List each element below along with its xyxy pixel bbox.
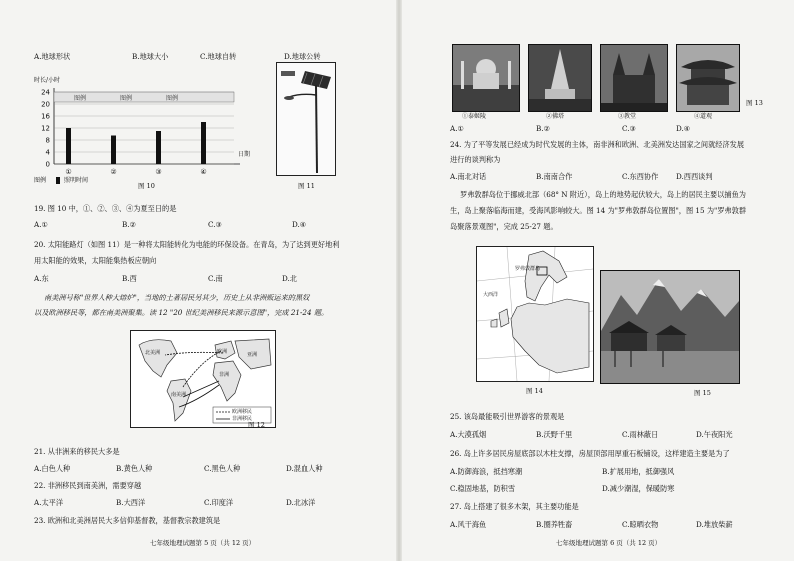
passage-25-27-line2: 生，岛上聚落临海而建，受海风影响较大。图 14 为"罗弗敦群岛位置图"，图 15 为"罗弗敦群	[450, 206, 747, 215]
q22-stem: 22. 非洲移民到南美洲，需要穿越	[34, 481, 142, 490]
q26-stem: 26. 岛上许多居民房屋底部以木柱支撑，房屋顶部用厚重石板铺设，这样建造主要是为了	[450, 449, 730, 458]
chart-y-tick-label: 24	[41, 88, 50, 97]
chart-xlabel: 日期	[238, 151, 251, 158]
map12-label-north-america: 北美洲	[145, 350, 161, 356]
map12-legend-africa: 非洲移民	[232, 416, 253, 422]
legend-swatch	[56, 177, 60, 184]
passage-25-27-line1: 罗弗敦群岛位于挪威北部（68° N 附近），岛上的地势起伏较大，岛上的居民主要以捕鱼为	[460, 190, 746, 199]
photo-label-taj-mahal: ①泰姬陵	[462, 113, 487, 120]
chart-bar	[156, 131, 161, 164]
q26-option-a: A.防御海浪，抵挡寒潮	[450, 467, 523, 476]
chart-bar	[66, 128, 71, 164]
footer-page-6: 七年级地理试题第 6 页（共 12 页）	[556, 539, 662, 547]
fig13-caption: 图 13	[746, 99, 763, 107]
q25-option-a: A.大漠孤烟	[450, 430, 487, 439]
q27-stem: 27. 岛上搭建了很多木架，其主要功能是	[450, 502, 579, 511]
q23-option-d: D.④	[676, 124, 691, 133]
fig14-caption: 图 14	[526, 387, 543, 395]
q22-option-a: A.太平洋	[34, 498, 64, 507]
q27-option-c: C.晾晒衣物	[622, 520, 659, 529]
q23-option-c: C.③	[622, 124, 636, 133]
q19-option-d: D.④	[292, 220, 307, 229]
q19-option-a: A.①	[34, 220, 48, 229]
q20-stem-line1: 20. 太阳能路灯（如图 11）是一种将太阳能转化为电能的环保设备。在青岛，为了达到更好地利	[34, 240, 340, 249]
q26-option-c: C.稳固地基，防积雪	[450, 484, 516, 493]
q21-option-a: A.白色人种	[34, 464, 71, 473]
q26-option-d: D.减少潮湿，保暖防寒	[602, 484, 675, 493]
chart-ylabel: 时长/小时	[34, 77, 61, 84]
q23-option-b: B.②	[536, 124, 551, 133]
chart-legend-prefix: 图例	[34, 177, 47, 184]
map12-label-asia: 亚洲	[247, 352, 258, 358]
map14-label-lofoten: 罗弗敦群岛	[515, 266, 541, 272]
q22-option-d: D.北冰洋	[286, 498, 316, 507]
figure-10-bar-chart	[26, 84, 266, 182]
q23-stem: 23. 欧洲和北美洲居民大多信仰基督教，基督教宗教建筑是	[34, 516, 221, 525]
chart-header-label: 图例	[74, 95, 87, 102]
q25-option-b: B.沃野千里	[536, 430, 573, 439]
q24-option-c: C.东西协作	[622, 172, 659, 181]
photo-taj-mahal	[452, 44, 520, 112]
chart-y-tick-label: 4	[45, 148, 50, 157]
q24-option-a: A.南北对话	[450, 172, 487, 181]
q19-option-c: C.③	[208, 220, 222, 229]
passage-21-24-line1: 南美洲号称"世界人种大熔炉"，当地的土著居民另其少，历史上从非洲贩运来的黑奴	[44, 293, 310, 302]
photo-church	[600, 44, 668, 112]
figure-12-migration-map	[130, 330, 276, 428]
exam-page-6	[400, 0, 794, 561]
q25-option-d: D.午夜阳光	[696, 430, 733, 439]
q20-option-b: B.西	[122, 274, 137, 283]
passage-25-27-line3: 岛聚落景观图"，完成 25-27 题。	[450, 222, 558, 231]
q27-option-a: A.风干海鱼	[450, 520, 487, 529]
photo-pagoda	[528, 44, 592, 112]
photo-taoist-temple	[676, 44, 740, 112]
fig12-caption: 图 12	[248, 421, 265, 429]
q21-option-c: C.黑色人种	[204, 464, 241, 473]
q24-stem-line1: 24. 为了平等发展已经成为时代发展的主体，南非洲和欧洲、北美洲发达国家之间就经济发展	[450, 140, 745, 149]
map12-label-africa: 非洲	[219, 372, 230, 378]
q21-option-d: D.混血人种	[286, 464, 323, 473]
chart-y-tick-label: 12	[41, 124, 50, 133]
q25-stem: 25. 该岛最能吸引世界游客的景观是	[450, 412, 565, 421]
q18-option-b: B.地球大小	[132, 52, 169, 61]
map12-legend-europe: 欧洲移民	[232, 409, 253, 415]
passage-21-24-line2: 以及欧洲移民等，都在南美洲聚集。读 12 "20 世纪美洲移民来源示意图"，完成 21-24 题。	[34, 308, 329, 317]
footer-page-5: 七年级地理试题第 5 页（共 12 页）	[150, 539, 256, 547]
chart-x-tick-label: ③	[155, 168, 162, 176]
q20-option-a: A.东	[34, 274, 49, 283]
q27-option-b: B.圈养牲畜	[536, 520, 573, 529]
fig10-caption: 图 10	[138, 182, 155, 190]
q22-option-b: B.大西洋	[116, 498, 146, 507]
chart-y-tick-label: 20	[41, 100, 50, 109]
chart-bar	[111, 136, 116, 165]
q22-option-c: C.印度洋	[204, 498, 234, 507]
chart-bar	[201, 122, 206, 164]
q24-stem-line2: 进行的谈判称为	[450, 155, 501, 164]
photo-label-taoist-temple: ④道观	[694, 113, 713, 120]
q18-option-a: A.地球形状	[34, 52, 71, 61]
figure-14-lofoten-location-map	[476, 246, 594, 382]
figure-11-solar-street-light	[276, 62, 336, 176]
photo-label-pagoda: ②佛塔	[546, 113, 565, 120]
q19-option-b: B.②	[122, 220, 137, 229]
chart-header-label: 图例	[120, 95, 133, 102]
q24-option-d: D.西西谈判	[676, 172, 713, 181]
chart-legend-item: 照明时间	[64, 177, 89, 184]
chart-y-tick-label: 8	[45, 136, 50, 145]
q19-stem: 19. 图 10 中，①、②、③、④为夏至日的是	[34, 204, 177, 213]
q21-option-b: B.黄色人种	[116, 464, 153, 473]
fig11-caption: 图 11	[298, 182, 315, 190]
q18-option-c: C.地球自转	[200, 52, 237, 61]
q20-option-c: C.南	[208, 274, 223, 283]
chart-x-tick-label: ④	[200, 168, 207, 176]
photo-label-church: ③教堂	[618, 113, 637, 120]
chart-x-tick-label: ①	[65, 168, 72, 176]
q24-option-b: B.南南合作	[536, 172, 573, 181]
map12-label-europe: 欧洲	[217, 349, 228, 355]
map12-label-south-america: 南美洲	[171, 392, 187, 398]
q20-option-d: D.北	[282, 274, 297, 283]
map14-label-atlantic: 大西洋	[483, 292, 499, 298]
chart-header-label: 图例	[166, 95, 179, 102]
q26-option-b: B.扩展用地，抵御强风	[602, 467, 675, 476]
q20-stem-line2: 用太阳能的效果，太阳能集热板应朝向	[34, 256, 157, 265]
chart-x-tick-label: ②	[110, 168, 117, 176]
q25-option-c: C.雨林蔽日	[622, 430, 659, 439]
chart-y-tick-label: 16	[41, 112, 50, 121]
chart-y-tick-label: 0	[45, 160, 50, 169]
q23-option-a: A.①	[450, 124, 464, 133]
q27-option-d: D.堆放柴薪	[696, 520, 733, 529]
fig15-caption: 图 15	[694, 389, 711, 397]
q21-stem: 21. 从非洲来的移民大多是	[34, 447, 120, 456]
figure-15-lofoten-settlement-photo	[600, 270, 740, 384]
q18-option-d: D.地球公转	[284, 52, 321, 61]
